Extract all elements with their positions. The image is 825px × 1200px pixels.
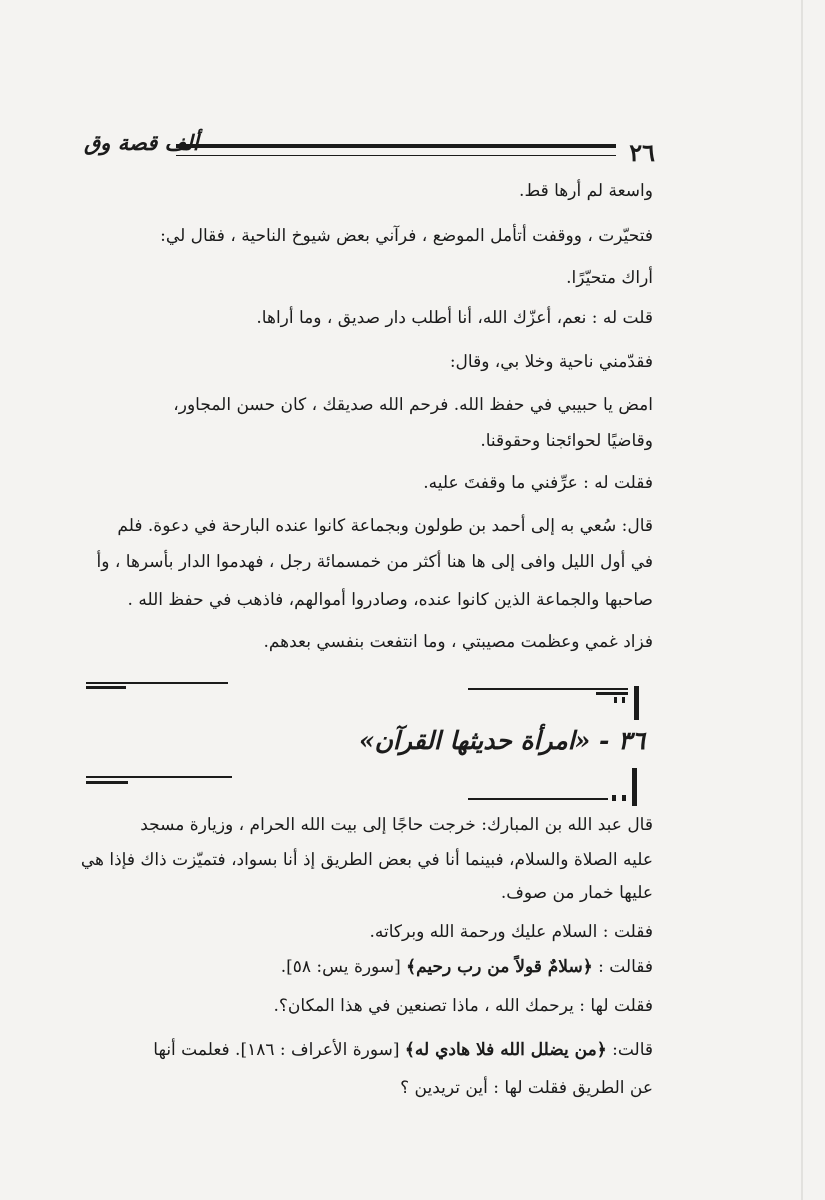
paragraph: قال عبد الله بن المبارك: خرجت حاجًا إلى بيت الله الحرام ، وزيارة مسجد [140, 815, 653, 835]
verse-reference: [سورة الأعراف : ١٨٦]. فعلمت أنها [153, 1040, 405, 1060]
header-rule [176, 144, 616, 156]
paragraph: قال: سُعي به إلى أحمد بن طولون وبجماعة كانوا عنده البارحة في دعوة. فلم [117, 516, 653, 536]
paragraph: أراك متحيّرًا. [566, 268, 653, 288]
paragraph: في أول الليل وافى إلى ها هنا أكثر من خمسمائة رجل ، فهدموا الدار بأسرها ، وأ [96, 552, 653, 572]
page-number: ٢٦ [629, 138, 655, 167]
paragraph-verse [281, 957, 653, 977]
speaker-text: فقالت : [592, 957, 653, 977]
paragraph: صاحبها والجماعة الذين كانوا عنده، وصادروا أموالهم، فاذهب في حفظ الله . [127, 590, 653, 610]
paragraph: امض يا حبيبي في حفظ الله. فرحم الله صديقك ، كان حسن المجاور، [173, 395, 653, 415]
paragraph: فقدّمني ناحية وخلا بي، وقال: [449, 352, 653, 372]
paragraph: عليها خمار من صوف. [500, 883, 653, 903]
section-title-text: «امرأة حديثها القرآن» [358, 726, 591, 755]
running-title: ألف قصة وق [84, 130, 199, 155]
speaker-text: قالت: [606, 1040, 653, 1060]
paragraph: قلت له : نعم، أعزّك الله، أنا أطلب دار صديق ، وما أراها. [256, 308, 653, 328]
paragraph: فتحيّرت ، ووقفت أتأمل الموضع ، فرآني بعض شيوخ الناحية ، فقال لي: [160, 226, 653, 246]
section-separator: - [599, 726, 610, 755]
paragraph: وقاضيًا لحوائجنا وحقوقنا. [480, 431, 653, 451]
section-title [359, 726, 645, 755]
verse-reference: [سورة يس: ٥٨]. [280, 957, 407, 977]
paragraph: عن الطريق فقلت لها : أين تريدين ؟ [400, 1078, 653, 1098]
page-header [0, 128, 825, 168]
quran-verse: ﴿من يضلل الله فلا هادي له﴾ [404, 1040, 607, 1060]
paragraph: عليه الصلاة والسلام، فبينما أنا في بعض الطريق إذ أنا بسواد، فتميّزت ذاك فإذا هي [80, 850, 653, 870]
section-number: ٣٦ [618, 726, 645, 755]
paragraph: فقلت لها : يرحمك الله ، ماذا تصنعين في هذا المكان؟. [273, 996, 653, 1016]
quran-verse: ﴿سلامٌ قولاً من رب رحيم﴾ [406, 957, 593, 977]
paragraph: فقلت له : عرِّفني ما وقفتَ عليه. [423, 473, 653, 493]
paragraph: واسعة لم أرها قط. [519, 181, 653, 201]
paragraph: فزاد غمي وعظمت مصيبتي ، وما انتفعت بنفسي بعدهم. [263, 632, 653, 652]
page-edge [801, 0, 803, 1200]
paragraph-verse [153, 1040, 653, 1060]
paragraph: فقلت : السلام عليك ورحمة الله وبركاته. [369, 922, 653, 942]
